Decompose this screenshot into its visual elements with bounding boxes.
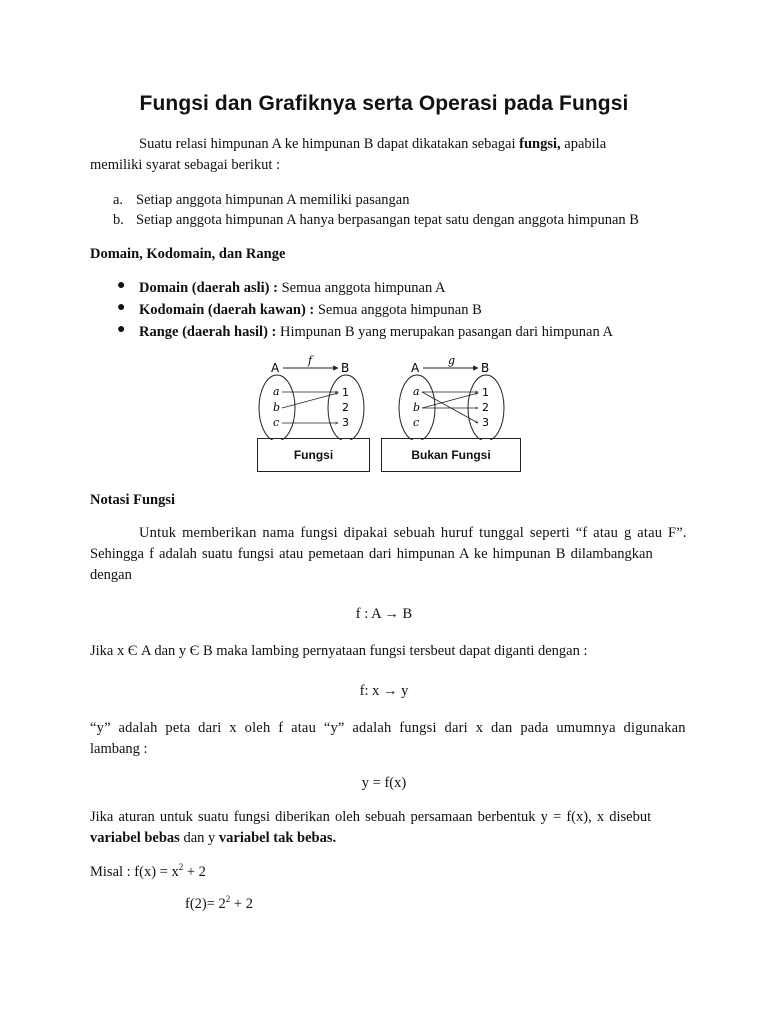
peta-line-2: lambang : bbox=[90, 741, 148, 757]
element-a: a bbox=[413, 385, 420, 398]
function-name-label: f bbox=[308, 354, 313, 367]
definition-desc: Himpunan B yang merupakan pasangan dari himpunan A bbox=[279, 324, 614, 340]
definition-term: Kodomain (daerah kawan) : bbox=[139, 302, 315, 318]
aturan-line-1: Jika aturan untuk suatu fungsi diberikan oleh sebuah persamaan berbentuk y = f(x), x disebut bbox=[90, 809, 652, 825]
example-exponent: 2 bbox=[225, 894, 231, 904]
aturan-line-2 bbox=[90, 828, 336, 849]
condition-marker-a: a. bbox=[113, 192, 124, 208]
mapping-diagrams bbox=[250, 352, 520, 440]
definition-desc: Semua anggota himpunan A bbox=[281, 280, 446, 296]
term-variabel-tak-bebas: variabel tak bebas. bbox=[218, 830, 337, 846]
intro-bold-term: fungsi, bbox=[519, 136, 561, 152]
bullet-icon: ● bbox=[117, 322, 126, 337]
element-2: 2 bbox=[482, 401, 489, 414]
intro-text: Suatu relasi himpunan A ke himpunan B dapat dikatakan sebagai bbox=[139, 136, 516, 152]
term-variabel-bebas: variabel bebas bbox=[90, 830, 180, 846]
element-1: 1 bbox=[342, 386, 349, 399]
set-a-label: A bbox=[411, 361, 420, 375]
example-suffix: + 2 bbox=[230, 896, 253, 912]
notasi-line-1: Untuk memberikan nama fungsi dipakai sebuah huruf tunggal seperti “f atau g atau F”. bbox=[139, 525, 687, 541]
condition-marker-b: b. bbox=[113, 212, 124, 228]
example-exponent: 2 bbox=[178, 862, 184, 872]
section-heading-notasi: Notasi Fungsi bbox=[90, 492, 176, 508]
set-b-label: B bbox=[341, 361, 350, 375]
definition-term: Domain (daerah asli) : bbox=[139, 280, 278, 296]
example-suffix: + 2 bbox=[183, 864, 206, 880]
element-3: 3 bbox=[342, 416, 349, 429]
jika-line: Jika x Є A dan y Є B maka lambing pernyataan fungsi tersbeut dapat diganti dengan : bbox=[90, 643, 588, 659]
element-1: 1 bbox=[482, 386, 489, 399]
element-b: b bbox=[413, 401, 421, 414]
element-3: 3 bbox=[482, 416, 489, 429]
aturan-mid-text: dan y bbox=[183, 830, 216, 846]
definition-range bbox=[139, 322, 613, 343]
section-heading-domain: Domain, Kodomain, dan Range bbox=[90, 246, 286, 262]
peta-line-1: “y” adalah peta dari x oleh f atau “y” adalah fungsi dari x dan pada umumnya digunakan bbox=[90, 720, 686, 736]
example-text: Misal : f(x) = x bbox=[90, 864, 179, 880]
function-name-label: g bbox=[448, 354, 456, 367]
label-box-bukan-fungsi: Bukan Fungsi bbox=[381, 438, 521, 472]
non-function-diagram bbox=[399, 354, 504, 440]
mapping-line bbox=[282, 393, 338, 408]
example-line-2 bbox=[185, 894, 253, 915]
formula-f-a-b: f : A → B bbox=[355, 606, 413, 622]
function-diagram bbox=[259, 354, 364, 440]
intro-line-2: memiliki syarat sebagai berikut : bbox=[90, 157, 281, 173]
notasi-line-3: dengan bbox=[90, 567, 132, 583]
notasi-line-2: Sehingga f adalah suatu fungsi atau pemetaan dari himpunan A ke himpunan B dilambangkan bbox=[90, 546, 653, 562]
set-a-label: A bbox=[271, 361, 280, 375]
definition-term: Range (daerah hasil) : bbox=[139, 324, 277, 340]
example-line-1 bbox=[90, 862, 206, 883]
mapping-line bbox=[422, 393, 478, 408]
formula-f-x-y: f: x → y bbox=[359, 683, 409, 699]
intro-text-end: apabila bbox=[564, 136, 607, 152]
intro-line-1 bbox=[139, 134, 699, 155]
condition-text-b: Setiap anggota himpunan A hanya berpasangan tepat satu dengan anggota himpunan B bbox=[136, 212, 639, 228]
element-b: b bbox=[273, 401, 281, 414]
definition-kodomain bbox=[139, 300, 482, 321]
mapping-line bbox=[422, 392, 478, 423]
page-title: Fungsi dan Grafiknya serta Operasi pada Fungsi bbox=[139, 92, 629, 115]
label-box-fungsi: Fungsi bbox=[257, 438, 370, 472]
formula-y-fx: y = f(x) bbox=[361, 775, 407, 791]
element-a: a bbox=[273, 385, 280, 398]
definition-domain bbox=[139, 278, 446, 299]
element-c: c bbox=[273, 416, 280, 429]
bullet-icon: ● bbox=[117, 300, 126, 315]
condition-text-a: Setiap anggota himpunan A memiliki pasangan bbox=[136, 192, 410, 208]
bullet-icon: ● bbox=[117, 278, 126, 293]
element-c: c bbox=[413, 416, 420, 429]
definition-desc: Semua anggota himpunan B bbox=[317, 302, 482, 318]
element-2: 2 bbox=[342, 401, 349, 414]
example-text: f(2)= 2 bbox=[185, 896, 226, 912]
set-b-label: B bbox=[481, 361, 490, 375]
